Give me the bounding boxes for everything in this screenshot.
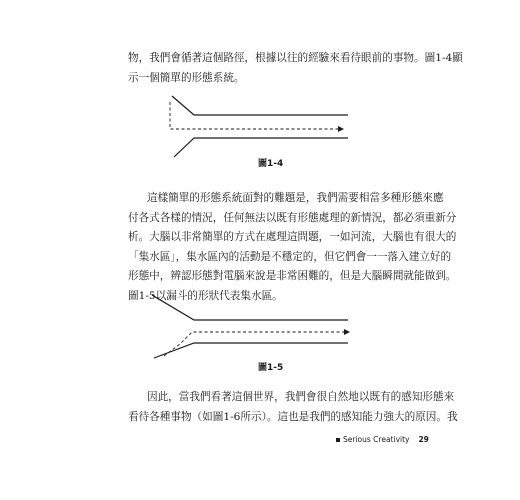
figure-1-4-caption: 圖1-4 [258, 159, 284, 169]
arrowhead-icon [344, 329, 350, 335]
paragraph-2 [128, 189, 457, 307]
text-line: 物，我們會循著這個路徑，根據以往的經驗來看待眼前的事物。圖1-4顯 [128, 52, 463, 64]
paragraph-1 [128, 49, 463, 88]
upper-funnel-line [152, 295, 348, 320]
text-line: 因此，當我們看著這個世界，我們會很自然地以既有的感知形態來 [147, 391, 455, 403]
footer-bullet-icon [336, 438, 340, 442]
text-line: 「集水區」，集水區內的活動是不穩定的，但它們會一一落入建立好的 [128, 250, 452, 263]
text-line: 這樣簡單的形態系統面對的難題是，我們需要相當多種形態來應 [147, 192, 444, 204]
text-line: 付各式各樣的情況，任何無法以既有形態處理的新情況，都必須重新分 [128, 211, 457, 224]
figure-1-4-diagram [152, 93, 362, 163]
book-title: Serious Creativity [343, 435, 410, 444]
arrowhead-icon [338, 126, 344, 132]
figure-1-5-diagram [152, 290, 362, 360]
text-line: 形態中，辨認形態對電腦來說是非常困難的，但是大腦瞬間就能做到。 [128, 270, 457, 283]
text-line: 圖1-5以漏斗的形狀代表集水區。 [128, 289, 283, 302]
page-number: 29 [418, 435, 429, 444]
upper-channel-line [172, 96, 348, 115]
lower-channel-line [174, 138, 348, 157]
lower-funnel-line [154, 343, 348, 358]
figure-1-5-caption: 圖1-5 [258, 363, 284, 373]
page-footer [336, 435, 429, 444]
text-line: 示一個簡單的形態系統。 [128, 71, 245, 84]
text-line: 看待各種事物（如圖1-6所示）。這也是我們的感知能力強大的原因。我 [128, 410, 458, 423]
text-line: 析。大腦以非常簡單的方式在處理這問題，一如河流，大腦也有很大的 [128, 231, 457, 244]
paragraph-3 [128, 388, 458, 427]
